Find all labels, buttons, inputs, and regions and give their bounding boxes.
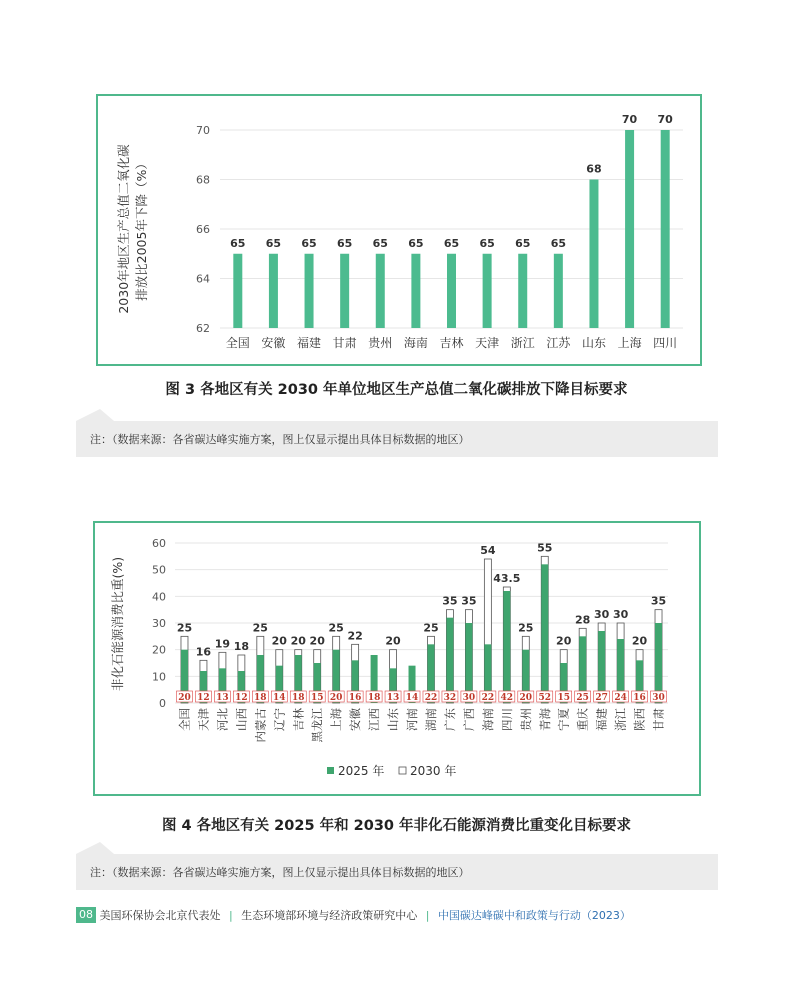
x-tick-label: 浙江 [613, 708, 628, 731]
y-axis-title: 非化石能源消费比重(%) [110, 556, 125, 692]
figure-4-note-text: 注：（数据来源：各省碳达峰实施方案，图上仅显示提出具体目标数据的地区） [90, 866, 470, 879]
bar [411, 254, 420, 328]
data-label-2030: 25 [518, 621, 534, 635]
x-tick-label: 吉林 [291, 708, 306, 731]
data-label-2025-text: 42 [500, 693, 514, 703]
legend-swatch-2030 [399, 767, 406, 774]
x-tick-label: 福建 [594, 708, 609, 731]
legend-label-2025: 2025 年 [338, 764, 385, 778]
x-tick-label: 重庆 [575, 708, 590, 731]
data-label: 70 [621, 113, 638, 126]
data-label-2025 [252, 691, 268, 703]
data-label-2025 [309, 691, 325, 703]
data-label-2025 [233, 691, 249, 703]
data-label-2025-text: 18 [291, 693, 305, 703]
data-label-2025-text: 32 [443, 693, 457, 703]
data-label-2030: 30 [593, 608, 610, 621]
y-tick-label: 10 [152, 670, 166, 684]
x-tick-label: 广东 [442, 708, 457, 731]
bar [625, 130, 634, 328]
data-label: 65 [408, 236, 424, 250]
data-label-2025 [423, 691, 439, 703]
data-label-2030: 25 [423, 621, 439, 635]
data-label-2025-text: 18 [367, 693, 381, 703]
data-label: 65 [479, 236, 495, 250]
data-label: 65 [515, 236, 531, 250]
data-label: 70 [657, 113, 673, 126]
x-tick-label: 贵州 [518, 708, 533, 731]
data-label-2025 [366, 691, 382, 703]
bar-2025 [503, 591, 510, 703]
figure-3-chart [98, 96, 704, 368]
data-label-2025-text: 27 [595, 693, 608, 703]
x-tick-label: 青海 [537, 708, 552, 731]
y-tick-label: 62 [196, 322, 210, 335]
data-label-2025 [347, 691, 363, 703]
data-label-2025 [176, 691, 192, 703]
data-label-2025 [214, 691, 230, 703]
data-label-2030: 20 [385, 634, 401, 648]
data-label-2030: 19 [214, 637, 231, 651]
data-label-2030: 30 [612, 608, 629, 621]
x-tick-label: 海南 [403, 336, 428, 350]
y-tick-label: 20 [152, 643, 166, 657]
footer-separator: | [425, 908, 430, 922]
footer-separator: | [229, 908, 233, 922]
data-label-2030: 25 [176, 621, 193, 635]
bar [376, 254, 385, 328]
data-label-2025 [404, 691, 420, 703]
data-label: 65 [550, 236, 567, 250]
note-tab [76, 842, 114, 854]
data-label: 65 [230, 236, 246, 250]
data-label-2025-text: 12 [197, 693, 210, 703]
bar [447, 254, 456, 328]
data-label-2030: 43.5 [493, 572, 521, 585]
data-label-2025-text: 30 [652, 693, 665, 703]
y-tick-label: 40 [152, 590, 166, 604]
data-label-2025-text: 30 [462, 693, 476, 703]
bar [340, 254, 349, 328]
x-tick-label: 天津 [475, 336, 500, 350]
data-label-2025-text: 12 [235, 693, 248, 703]
x-tick-label: 福建 [297, 336, 322, 350]
x-tick-label: 广西 [461, 708, 476, 731]
bar [483, 254, 492, 328]
figure-4-frame [93, 521, 701, 796]
x-tick-label: 辽宁 [272, 708, 287, 731]
x-tick-label: 甘肃 [332, 336, 357, 350]
data-label-2025 [537, 691, 553, 703]
data-label: 65 [443, 236, 460, 250]
data-label-2030: 20 [556, 634, 572, 648]
y-axis-title-line: 排放比2005年下降（%） [134, 157, 149, 301]
data-label-2025 [518, 691, 534, 703]
data-label-2025 [385, 691, 401, 703]
bar [518, 254, 527, 328]
figure-3-note-text: 注：（数据来源：各省碳达峰实施方案，图上仅显示提出具体目标数据的地区） [90, 433, 470, 446]
data-label-2025 [195, 691, 211, 703]
x-tick-label: 贵州 [368, 336, 393, 350]
data-label-2025-text: 20 [178, 693, 191, 703]
data-label-2025 [461, 691, 477, 703]
data-label-2030: 20 [271, 634, 287, 648]
data-label-2025-text: 15 [310, 693, 324, 703]
data-label-2025-text: 16 [633, 693, 646, 703]
data-label-2030: 25 [328, 621, 344, 635]
data-label-2025 [499, 691, 515, 703]
data-label-2025 [271, 691, 287, 703]
bar [305, 254, 314, 328]
x-tick-label: 宁夏 [556, 708, 571, 731]
x-tick-label: 安徽 [261, 336, 286, 350]
data-label: 65 [301, 236, 317, 250]
legend-label-2030: 2030 年 [410, 764, 457, 778]
x-tick-label: 湖南 [423, 708, 438, 731]
y-tick-label: 50 [152, 563, 166, 577]
figure-3-note [76, 421, 718, 457]
data-label-2030: 35 [461, 594, 477, 608]
x-tick-label: 四川 [499, 708, 514, 731]
data-label-2030: 55 [537, 541, 553, 555]
x-tick-label: 上海 [617, 336, 642, 350]
x-tick-label: 吉林 [439, 336, 464, 350]
x-tick-label: 甘肃 [651, 708, 666, 731]
data-label-2030: 35 [650, 594, 667, 608]
data-label-2025-text: 20 [329, 693, 343, 703]
x-tick-label: 河北 [215, 708, 230, 731]
bar-2025 [541, 564, 548, 703]
x-tick-label: 内蒙古 [253, 708, 268, 743]
data-label-2030: 20 [290, 634, 306, 648]
data-label-2025 [651, 691, 667, 703]
data-label-2025-text: 16 [348, 693, 362, 703]
data-label-2025-text: 22 [481, 693, 495, 703]
x-tick-label: 四川 [653, 336, 678, 350]
x-tick-label: 山西 [234, 708, 249, 731]
x-tick-label: 山东 [581, 336, 606, 350]
data-label-2025-text: 25 [576, 693, 589, 703]
figure-4-chart [95, 523, 703, 798]
data-label-2030: 18 [233, 640, 250, 653]
bar [554, 254, 563, 328]
data-label-2030: 35 [442, 594, 458, 608]
page-number: 08 [76, 907, 96, 923]
data-label-2025-text: 13 [216, 693, 229, 703]
data-label-2025-text: 14 [273, 693, 286, 703]
data-label-2025 [613, 691, 629, 703]
data-label-2030: 16 [195, 645, 212, 659]
y-tick-label: 64 [196, 272, 210, 286]
footer-report-title: 中国碳达峰碳中和政策与行动（2023） [437, 909, 631, 922]
data-label-2025-text: 14 [405, 693, 419, 703]
data-label-2030: 20 [309, 634, 325, 648]
x-tick-label: 上海 [329, 708, 344, 731]
y-tick-label: 66 [196, 223, 210, 236]
data-label-2030: 54 [480, 544, 496, 557]
x-tick-label: 浙江 [510, 336, 535, 350]
data-label: 65 [372, 236, 388, 250]
data-label-2030: 25 [252, 621, 268, 635]
y-tick-label: 70 [196, 124, 210, 137]
bar [661, 130, 670, 328]
data-label-2025 [594, 691, 610, 703]
x-tick-label: 陕西 [632, 708, 647, 731]
x-tick-label: 江苏 [546, 336, 571, 350]
x-tick-label: 天津 [196, 708, 211, 731]
data-label-2025 [556, 691, 572, 703]
y-tick-label: 60 [152, 537, 166, 550]
x-tick-label: 安徽 [348, 708, 363, 731]
y-tick-label: 30 [152, 617, 166, 630]
page-footer [76, 907, 631, 923]
y-tick-label: 0 [159, 697, 166, 710]
y-axis-title [116, 144, 149, 314]
bar-2025 [446, 618, 453, 703]
y-tick-label: 68 [196, 173, 210, 187]
legend [327, 763, 456, 778]
data-label: 68 [586, 162, 602, 176]
note-tab [76, 409, 114, 421]
x-tick-label: 全国 [177, 708, 192, 731]
data-label-2025 [480, 691, 496, 703]
x-tick-label: 全国 [225, 336, 250, 350]
data-label: 65 [265, 236, 282, 250]
footer-org-1: 美国环保协会北京代表处 [99, 909, 221, 922]
data-label-2030: 28 [575, 613, 591, 627]
data-label-2025-text: 18 [254, 693, 267, 703]
x-tick-label: 江西 [367, 708, 382, 731]
data-label-2025-text: 13 [386, 693, 400, 703]
data-label-2025-text: 24 [614, 693, 627, 703]
footer-org-2: 生态环境部环境与经济政策研究中心 [241, 909, 418, 922]
data-label-2025-text: 52 [538, 693, 552, 703]
bar [269, 254, 278, 328]
x-tick-label: 海南 [480, 708, 495, 731]
bar [589, 180, 598, 329]
data-label-2025 [328, 691, 344, 703]
figure-4-caption: 图 4 各地区有关 2025 年和 2030 年非化石能源消费比重变化目标要求 [161, 818, 632, 834]
data-label-2025-text: 20 [519, 693, 533, 703]
data-label-2025-text: 22 [424, 693, 438, 703]
data-label-2025 [632, 691, 648, 703]
data-label-2025 [575, 691, 591, 703]
figure-3-frame [96, 94, 702, 366]
legend-swatch-2025 [327, 767, 334, 774]
data-label-2030: 22 [347, 629, 363, 643]
bar [233, 254, 242, 328]
data-label-2025 [442, 691, 458, 703]
x-tick-label: 黑龙江 [310, 708, 325, 743]
figure-4-note [76, 854, 718, 890]
data-label: 65 [336, 236, 353, 250]
figure-3-caption: 图 3 各地区有关 2030 年单位地区生产总值二氧化碳排放下降目标要求 [165, 382, 628, 398]
x-tick-label: 山东 [386, 708, 401, 731]
data-label-2025 [290, 691, 306, 703]
data-label-2030: 20 [631, 634, 648, 648]
x-tick-label: 河南 [405, 708, 420, 731]
y-axis-title-line: 2030年地区生产总值二氧化碳 [116, 144, 131, 314]
data-label-2025-text: 15 [557, 693, 570, 703]
